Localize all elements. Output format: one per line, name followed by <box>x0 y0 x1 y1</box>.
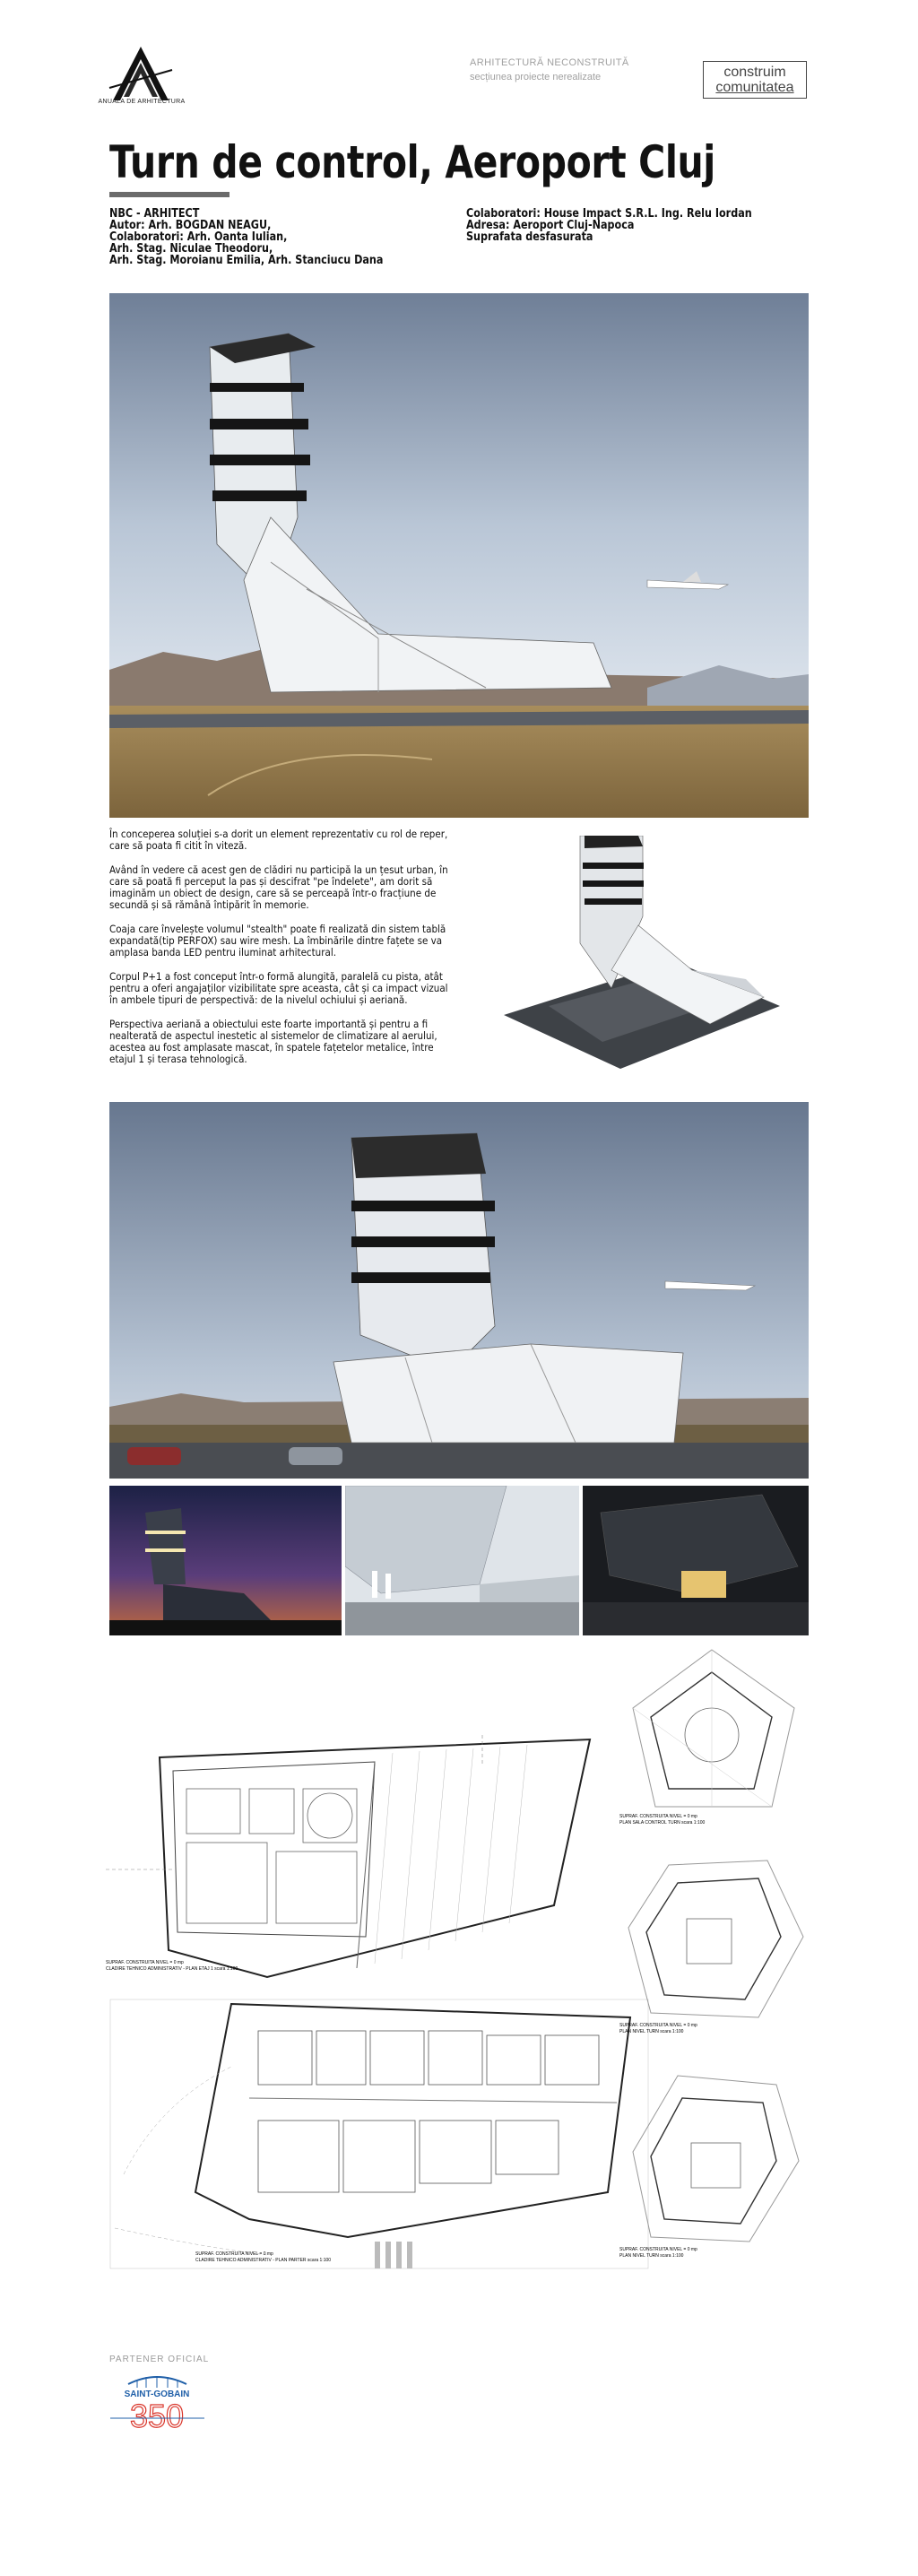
night-entrance-render-thumbnail <box>583 1486 809 1635</box>
saint-gobain-350-logo <box>106 2372 209 2433</box>
description-paragraph: Corpul P+1 a fost conceput într-o formă alungită, paralelă cu pista, atât pentru a oferi angajaților vizibilitate spre aceasta, cât și ca impact vizual în ambele tipuri de perspectivă: de la nivelul ochiului și aeriană. <box>109 970 448 1006</box>
section-title: ARHITECTURĂ NECONSTRUITĂ <box>470 57 629 68</box>
logo-text: ANUALA DE ARHITECTURA <box>98 99 186 105</box>
night-render-thumbnail <box>109 1486 342 1635</box>
construim-comunitatea-badge <box>703 61 807 99</box>
project-title: Turn de control, Aeroport Cluj <box>109 136 715 188</box>
credit-line: Arh. Stag. Niculae Theodoru, <box>109 242 273 256</box>
title-underline <box>109 192 230 197</box>
badge-line-2: comunitatea <box>715 80 794 95</box>
credit-line: Suprafata desfasurata <box>466 230 593 244</box>
floor-plan-ground-floor <box>106 1995 662 2273</box>
credit-line: Autor: Arh. BOGDAN NEAGU, <box>109 219 272 232</box>
tower-plan-control-room <box>615 1645 809 1825</box>
tower-plan-level <box>615 1847 809 2035</box>
partner-number: 350 <box>129 2398 185 2433</box>
entrance-render-thumbnail <box>345 1486 579 1635</box>
plan-caption: SUPRAF. CONSTRUITA NIVEL = 0 mp <box>619 2247 697 2252</box>
plan-caption: SUPRAF. CONSTRUITA NIVEL = 0 mp <box>106 1960 184 1965</box>
description-paragraph: În conceperea soluției s-a dorit un element reprezentativ cu rol de reper, care să poata fi citit în viteză. <box>109 828 448 852</box>
aerial-render-image <box>495 836 780 1094</box>
plan-caption: SUPRAF. CONSTRUITA NIVEL = 0 mp <box>195 2251 273 2257</box>
plan-caption: PLAN NIVEL TURN scara 1:100 <box>619 2253 684 2259</box>
floor-plan-first-floor <box>106 1735 594 1986</box>
plan-caption: SUPRAF. CONSTRUITA NIVEL = 0 mp <box>619 1814 697 1819</box>
plan-caption: PLAN NIVEL TURN scara 1:100 <box>619 2029 684 2034</box>
credit-line: Adresa: Aeroport Cluj-Napoca <box>466 219 635 232</box>
tower-plan-level-2 <box>615 2062 809 2259</box>
description-paragraph: Coaja care învelește volumul "stealth" poate fi realizată din sistem tablă expandată(tip PERFOX) sau wire mesh. La îmbinările dintre fațete se va amplasa banda LED pentru iluminat arhitectural. <box>109 923 446 958</box>
description-paragraph: Perspectiva aeriană a obiectului este foarte importantă și pentru a fi nealterată de aspectul inestetic al sistemelor de climatizare al aerului, acestea au fost amplasate mascat, în spatele fațetelor metalice, între etajul 1 și terasa tehnologică. <box>109 1018 437 1065</box>
credit-line: Colaboratori: Arh. Oanta Iulian, <box>109 230 288 244</box>
credit-line: Arh. Stag. Moroianu Emilia, Arh. Stanciucu Dana <box>109 254 384 267</box>
project-description <box>109 828 454 1078</box>
credit-line: Colaboratori: House Impact S.R.L. Ing. Relu Iordan <box>466 207 752 221</box>
street-perspective-render-image <box>109 1102 809 1479</box>
plan-caption: PLAN SALA CONTROL TURN scara 1:100 <box>619 1820 706 1825</box>
partner-label: PARTENER OFICIAL <box>109 2355 210 2364</box>
plan-caption: CLADIRE TEHNICO ADMINISTRATIV - PLAN PARTER scara 1:100 <box>195 2258 332 2263</box>
credits-left <box>109 208 428 266</box>
plan-caption: CLADIRE TEHNICO ADMINISTRATIV - PLAN ETAJ 1 scara 1:100 <box>106 1966 238 1972</box>
plan-caption: SUPRAF. CONSTRUITA NIVEL = 0 mp <box>619 2023 697 2028</box>
hero-render-image <box>109 293 809 818</box>
credits-right <box>466 208 799 243</box>
badge-line-1: construim <box>723 65 786 80</box>
description-paragraph: Având în vedere că acest gen de clădiri nu participă la un țesut urban, în care să poată fi perceput la pas și descifrat "pe îndelete", am dorit să imaginăm un obiect de design, care să se perceapă într-o fracțiune de secundă și să rămână întipărit în memorie. <box>109 863 448 911</box>
credit-line: NBC - ARHITECT <box>109 207 200 221</box>
partner-name: SAINT-GOBAIN <box>124 2390 190 2399</box>
section-subtitle: secțiunea proiecte nerealizate <box>470 72 602 82</box>
